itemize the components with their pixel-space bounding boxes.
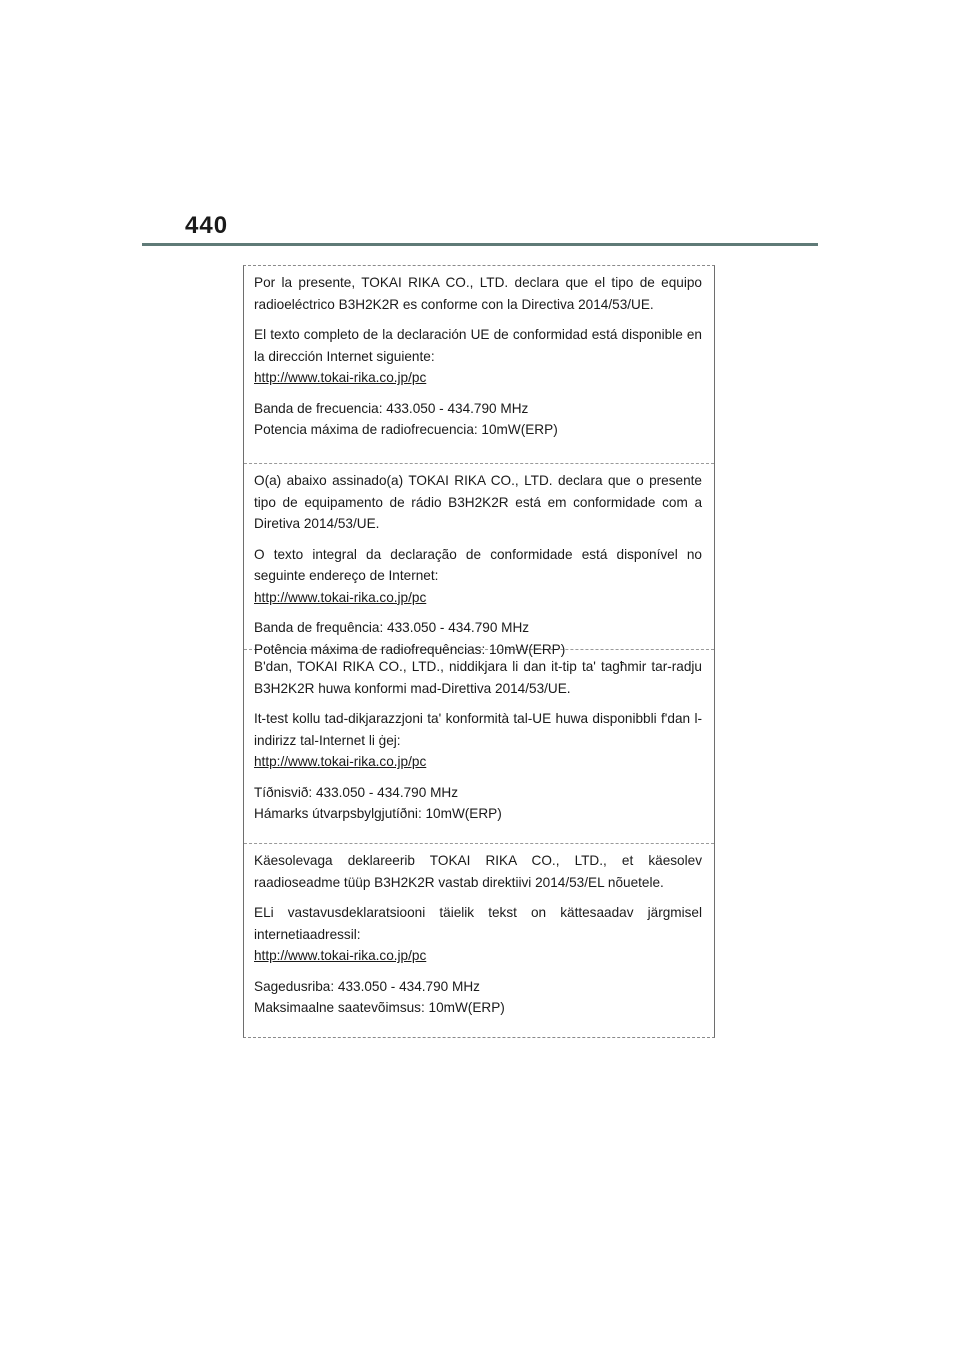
declaration-link[interactable]: http://www.tokai-rika.co.jp/pc — [254, 754, 427, 769]
specs-block — [254, 782, 702, 825]
availability-block — [254, 708, 702, 773]
availability-text: El texto completo de la declaración UE de conformidad está disponible en la dirección Internet siguiente: — [254, 327, 702, 364]
specs-block — [254, 398, 702, 441]
section-portuguese — [244, 464, 714, 657]
header-rule — [142, 243, 818, 246]
declaration-text: Käesolevaga deklareerib TOKAI RIKA CO., LTD., et käesolev raadioseadme tüüp B3H2K2R vastab direktiivi 2014/53/EL nõuetele. — [254, 853, 702, 890]
frequency-text: Tíðnisvið: 433.050 - 434.790 MHz — [254, 784, 459, 800]
section-spanish — [244, 266, 714, 464]
availability-block — [254, 324, 702, 389]
declaration-text: O(a) abaixo assinado(a) TOKAI RIKA CO., LTD. declara que o presente tipo de equipamento de rádio B3H2K2R está em conformidade com a Diretiva 2014/53/UE. — [254, 473, 702, 531]
declaration-link[interactable]: http://www.tokai-rika.co.jp/pc — [254, 370, 427, 385]
declaration-box — [243, 265, 715, 1038]
availability-text: ELi vastavusdeklaratsiooni täielik tekst on kättesaadav järgmisel internetiaadressil: — [254, 905, 702, 942]
frequency-text: Sagedusriba: 433.050 - 434.790 MHz — [254, 978, 480, 994]
specs-block — [254, 976, 702, 1019]
frequency-text: Banda de frecuencia: 433.050 - 434.790 MHz — [254, 400, 529, 416]
declaration-link[interactable]: http://www.tokai-rika.co.jp/pc — [254, 948, 427, 963]
availability-block — [254, 902, 702, 967]
availability-text: It-test kollu tad-dikjarazzjoni ta' konformità tal-UE huwa disponibbli f'dan l-indirizz tal-Internet li ġej: — [254, 711, 702, 748]
availability-block — [254, 544, 702, 609]
declaration-link[interactable]: http://www.tokai-rika.co.jp/pc — [254, 589, 427, 605]
declaration-text: Por la presente, TOKAI RIKA CO., LTD. declara que el tipo de equipo radioeléctrico B3H2K2R es conforme con la Directiva 2014/53/UE. — [254, 275, 702, 312]
power-text: Potência máxima de radiofrequências: 10mW(ERP) — [254, 641, 566, 657]
section-estonian — [244, 844, 714, 1037]
page-number: 440 — [185, 212, 229, 239]
power-text: Maksimaalne saatevõimsus: 10mW(ERP) — [254, 1000, 505, 1015]
power-text: Hámarks útvarpsbylgjutíðni: 10mW(ERP) — [254, 806, 502, 821]
declaration-text: B'dan, TOKAI RIKA CO., LTD., niddikjara li dan it-tip ta' tagħmir tar-radju B3H2K2R huwa konformi mad-Direttiva 2014/53/UE. — [254, 659, 702, 696]
section-maltese — [244, 650, 714, 844]
power-text: Potencia máxima de radiofrecuencia: 10mW(ERP) — [254, 422, 558, 437]
availability-text: O texto integral da declaração de conformidade está disponível no seguinte endereço de Internet: — [254, 546, 702, 583]
frequency-text: Banda de frequência: 433.050 - 434.790 MHz — [254, 620, 530, 635]
